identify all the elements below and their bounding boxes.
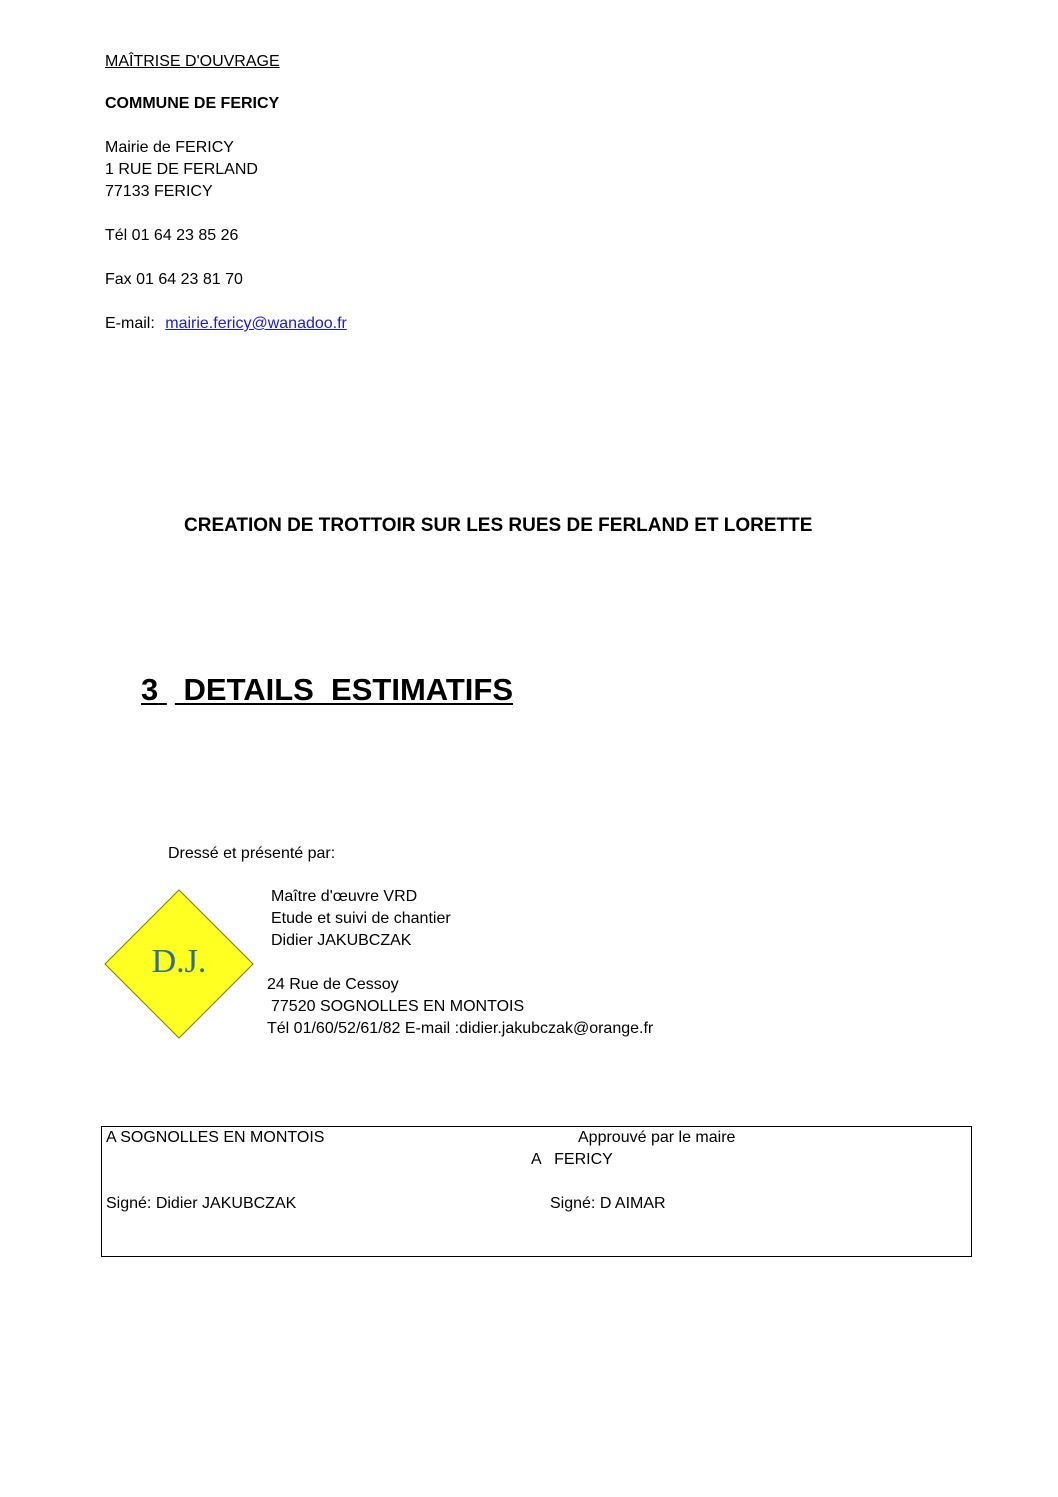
owner-tel: Tél 01 64 23 85 26 bbox=[105, 227, 239, 244]
contractor-line: Etude et suivi de chantier bbox=[271, 910, 451, 927]
signature-right-place: A FERICY bbox=[531, 1151, 613, 1168]
logo-initials: D.J. bbox=[151, 943, 207, 980]
contractor-contact: Tél 01/60/52/61/82 E-mail :didier.jakubczak@orange.fr bbox=[267, 1020, 654, 1037]
signature-left-signed: Signé: Didier JAKUBCZAK bbox=[106, 1195, 297, 1212]
signature-right-title: Approuvé par le maire bbox=[578, 1129, 736, 1146]
commune-name: COMMUNE DE FERICY bbox=[105, 95, 280, 112]
document-number: 3 bbox=[141, 672, 159, 707]
contractor-city: 77520 SOGNOLLES EN MONTOIS bbox=[271, 998, 525, 1015]
owner-address-line: 77133 FERICY bbox=[105, 183, 213, 200]
project-title: CREATION DE TROTTOIR SUR LES RUES DE FERLAND ET LORETTE bbox=[184, 515, 813, 536]
contractor-logo bbox=[104, 889, 254, 1039]
owner-address-line: 1 RUE DE FERLAND bbox=[105, 161, 258, 178]
signature-right-signed: Signé: D AIMAR bbox=[550, 1195, 666, 1212]
document-heading bbox=[141, 672, 513, 708]
document-title: DETAILS ESTIMATIFS bbox=[183, 672, 514, 707]
contractor-street: 24 Rue de Cessoy bbox=[267, 976, 399, 993]
owner-fax: Fax 01 64 23 81 70 bbox=[105, 271, 243, 288]
owner-email-label: E-mail: bbox=[105, 315, 155, 332]
contractor-line: Maître d'œuvre VRD bbox=[271, 888, 418, 905]
prepared-by-label: Dressé et présenté par: bbox=[168, 845, 336, 862]
owner-email-link[interactable]: mairie.fericy@wanadoo.fr bbox=[165, 315, 347, 332]
contractor-name: Didier JAKUBCZAK bbox=[271, 932, 412, 949]
diamond-logo-icon bbox=[104, 889, 254, 1039]
owner-email-row bbox=[105, 314, 347, 334]
owner-address-line: Mairie de FERICY bbox=[105, 139, 234, 156]
signature-box bbox=[101, 1126, 972, 1257]
owner-section-label: MAÎTRISE D'OUVRAGE bbox=[105, 53, 280, 70]
signature-left-place: A SOGNOLLES EN MONTOIS bbox=[106, 1129, 325, 1146]
